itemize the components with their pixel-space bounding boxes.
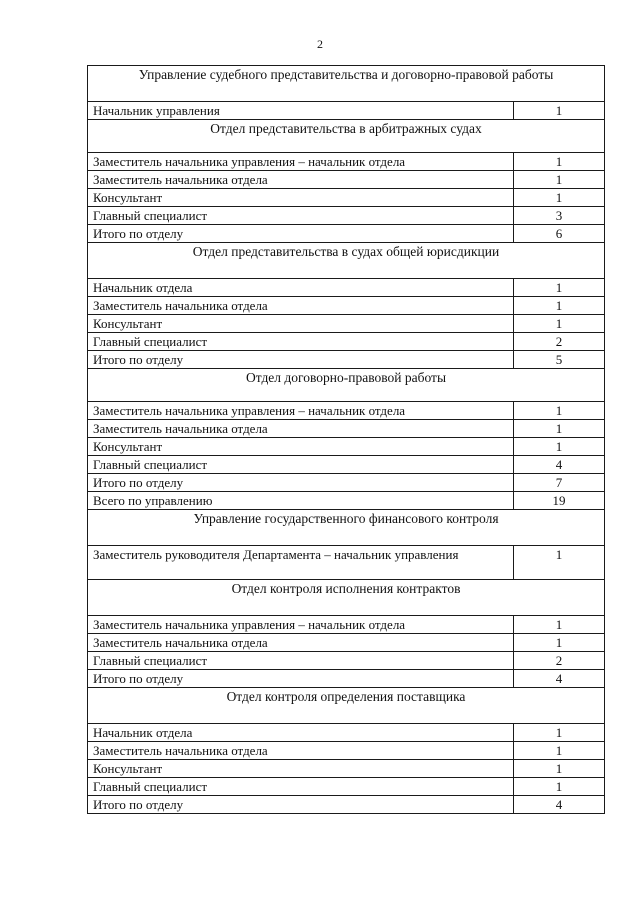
- position-name: Главный специалист: [88, 778, 514, 796]
- position-name: Заместитель начальника отдела: [88, 171, 514, 189]
- table-row: [88, 315, 605, 333]
- staffing-table: [87, 65, 605, 814]
- position-count: 1: [514, 634, 605, 652]
- position-count: 1: [514, 438, 605, 456]
- section-header-row: [88, 369, 605, 402]
- position-name: Главный специалист: [88, 652, 514, 670]
- position-count: 4: [514, 456, 605, 474]
- table-row: [88, 652, 605, 670]
- position-count: 1: [514, 102, 605, 120]
- table-row: [88, 456, 605, 474]
- position-name: Итого по отделу: [88, 474, 514, 492]
- section-title: Отдел договорно-правовой работы: [88, 369, 605, 402]
- table-row: [88, 742, 605, 760]
- section-title: Управление государственного финансового контроля: [88, 510, 605, 546]
- position-count: 1: [514, 778, 605, 796]
- position-name: Заместитель начальника управления – начальник отдела: [88, 153, 514, 171]
- table-row: [88, 778, 605, 796]
- table-row: [88, 333, 605, 351]
- position-name: Заместитель начальника отдела: [88, 742, 514, 760]
- table-row-total: [88, 351, 605, 369]
- position-count: 4: [514, 796, 605, 814]
- position-name: Консультант: [88, 189, 514, 207]
- section-title: Отдел представительства в судах общей юрисдикции: [88, 243, 605, 279]
- position-count: 1: [514, 153, 605, 171]
- section-title: Отдел представительства в арбитражных судах: [88, 120, 605, 153]
- position-name: Консультант: [88, 438, 514, 456]
- position-count: 1: [514, 724, 605, 742]
- position-count: 3: [514, 207, 605, 225]
- position-name: Заместитель начальника управления – начальник отдела: [88, 616, 514, 634]
- position-name: Консультант: [88, 315, 514, 333]
- table-row: [88, 171, 605, 189]
- position-count: 1: [514, 279, 605, 297]
- position-count: 1: [514, 297, 605, 315]
- position-count: 1: [514, 189, 605, 207]
- position-name: Итого по отделу: [88, 796, 514, 814]
- position-name: Итого по отделу: [88, 225, 514, 243]
- position-count: 19: [514, 492, 605, 510]
- position-count: 1: [514, 171, 605, 189]
- position-count: 7: [514, 474, 605, 492]
- position-count: 2: [514, 652, 605, 670]
- position-count: 1: [514, 546, 605, 580]
- position-name: Заместитель руководителя Департамента – начальник управления: [88, 546, 514, 580]
- section-header-row: [88, 243, 605, 279]
- table-row: [88, 724, 605, 742]
- position-name: Начальник отдела: [88, 724, 514, 742]
- table-row: [88, 102, 605, 120]
- position-name: Заместитель начальника отдела: [88, 420, 514, 438]
- position-name: Заместитель начальника отдела: [88, 297, 514, 315]
- table-row: [88, 420, 605, 438]
- table-row-grand-total: [88, 492, 605, 510]
- table-row-total: [88, 796, 605, 814]
- section-header-row: [88, 580, 605, 616]
- position-name: Итого по отделу: [88, 351, 514, 369]
- position-count: 1: [514, 420, 605, 438]
- position-name: Итого по отделу: [88, 670, 514, 688]
- section-header-row: [88, 66, 605, 102]
- position-count: 1: [514, 616, 605, 634]
- position-count: 1: [514, 742, 605, 760]
- table-row: [88, 546, 605, 580]
- position-name: Консультант: [88, 760, 514, 778]
- position-count: 2: [514, 333, 605, 351]
- position-count: 1: [514, 760, 605, 778]
- position-name: Начальник управления: [88, 102, 514, 120]
- position-count: 5: [514, 351, 605, 369]
- page-number: 2: [317, 37, 323, 51]
- section-header-row: [88, 510, 605, 546]
- position-name: Главный специалист: [88, 456, 514, 474]
- table-row: [88, 189, 605, 207]
- position-name: Главный специалист: [88, 207, 514, 225]
- table-row-total: [88, 225, 605, 243]
- position-count: 1: [514, 315, 605, 333]
- section-title: Отдел контроля определения поставщика: [88, 688, 605, 724]
- table-row: [88, 634, 605, 652]
- section-header-row: [88, 120, 605, 153]
- section-title: Управление судебного представительства и договорно-правовой работы: [88, 66, 605, 102]
- position-name: Заместитель начальника отдела: [88, 634, 514, 652]
- table-row-total: [88, 670, 605, 688]
- position-name: Начальник отдела: [88, 279, 514, 297]
- table-row: [88, 760, 605, 778]
- section-header-row: [88, 688, 605, 724]
- section-title: Отдел контроля исполнения контрактов: [88, 580, 605, 616]
- position-name: Заместитель начальника управления – начальник отдела: [88, 402, 514, 420]
- table-row: [88, 207, 605, 225]
- table-row: [88, 402, 605, 420]
- position-count: 6: [514, 225, 605, 243]
- table-row-total: [88, 474, 605, 492]
- table-row: [88, 153, 605, 171]
- position-name: Главный специалист: [88, 333, 514, 351]
- table-row: [88, 279, 605, 297]
- table-row: [88, 297, 605, 315]
- table-row: [88, 438, 605, 456]
- position-count: 4: [514, 670, 605, 688]
- position-name: Всего по управлению: [88, 492, 514, 510]
- table-row: [88, 616, 605, 634]
- position-count: 1: [514, 402, 605, 420]
